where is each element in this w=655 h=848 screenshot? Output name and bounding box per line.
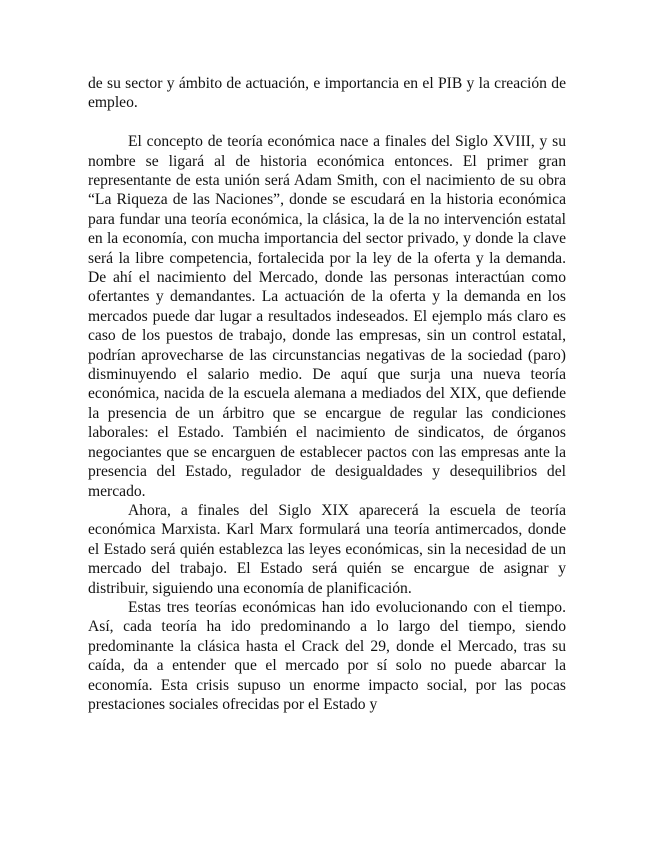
paragraph-marxist-school: Ahora, a finales del Siglo XIX aparecerá la escuela de teoría económica Marxista. Karl Marx formulará una teoría antimercados, donde el Estado será quién establezca las leyes económicas, sin la necesidad de un mercado del trabajo. El Estado será quién se encargue de asignar y distribuir, siguiendo una economía de planificación. (88, 501, 566, 597)
document-page (88, 74, 566, 714)
paragraph-economic-theory-origins: El concepto de teoría económica nace a finales del Siglo XVIII, y su nombre se ligará al de historia económica entonces. El primer gran representante de esta unión será Adam Smith, con el nacimiento de su obra “La Riqueza de las Naciones”, donde se escudará en la historia económica para fundar una teoría económica, la clásica, la de la no intervención estatal en la economía, con mucha importancia del sector privado, y donde la clave será la libre competencia, fortalecida por la ley de la oferta y la demanda. De ahí el nacimiento del Mercado, donde las personas interactúan como ofertantes y demandantes. La actuación de la oferta y la demanda en los mercados puede dar lugar a resultados indeseados. El ejemplo más claro es caso de los puestos de trabajo, donde las empresas, sin un control estatal, podrían aprovecharse de las circunstancias negativas de la sociedad (paro) disminuyendo el salario medio. De aquí que surja una nueva teoría económica, nacida de la escuela alemana a mediados del XIX, que defiende la presencia de un árbitro que se encargue de regular las condiciones laborales: el Estado. También el nacimiento de sindicatos, de órganos negociantes que se encarguen de establecer pactos con las empresas ante la presencia del Estado, regulador de desigualdades y desequilibrios del mercado. (88, 133, 566, 500)
paragraph-continuation: de su sector y ámbito de actuación, e importancia en el PIB y la creación de empleo. (88, 75, 566, 112)
paragraph-theories-evolution: Estas tres teorías económicas han ido evolucionando con el tiempo. Así, cada teoría ha ido predominando a lo largo del tiempo, siendo predominante la clásica hasta el Crack del 29, donde el Mercado, tras su caída, da a entender que el mercado por sí solo no puede abarcar la economía. Esta crisis supuso un enorme impacto social, por las pocas prestaciones sociales ofrecidas por el Estado y (88, 598, 566, 713)
paragraph-spacer (88, 113, 566, 132)
